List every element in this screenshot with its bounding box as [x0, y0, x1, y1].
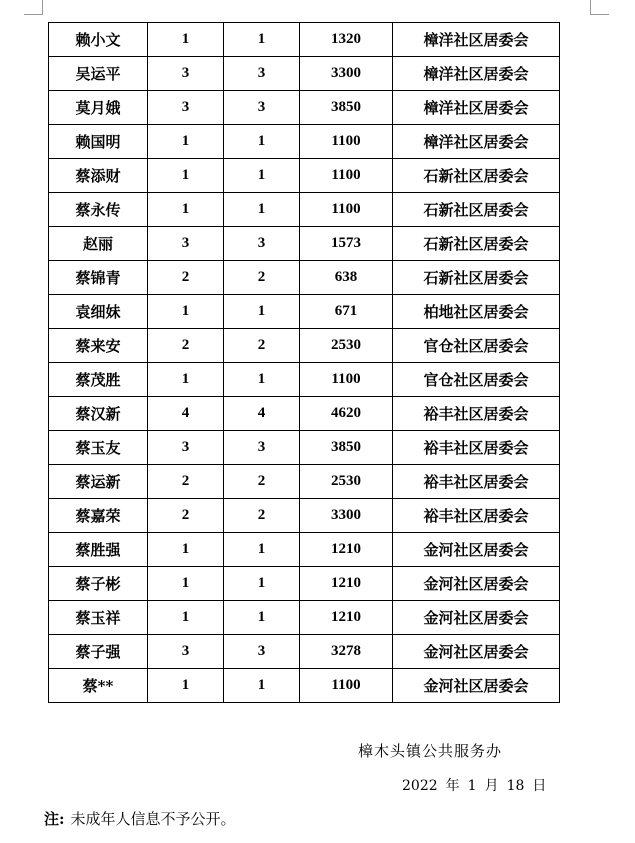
table-row	[49, 397, 560, 431]
cell-count-a: 3	[148, 635, 224, 669]
cell-count-a: 1	[148, 601, 224, 635]
cell-count-a: 2	[148, 261, 224, 295]
date-month: 1	[467, 778, 477, 794]
footnote	[44, 808, 236, 829]
cell-organization: 裕丰社区居委会	[393, 431, 560, 465]
cell-count-b: 2	[224, 499, 300, 533]
table-row	[49, 91, 560, 125]
cell-organization: 石新社区居委会	[393, 193, 560, 227]
cell-organization: 金河社区居委会	[393, 533, 560, 567]
cell-count-b: 4	[224, 397, 300, 431]
cell-count-b: 3	[224, 227, 300, 261]
cell-count-b: 3	[224, 635, 300, 669]
cell-name: 蔡永传	[49, 193, 148, 227]
table-row	[49, 159, 560, 193]
cell-count-a: 1	[148, 159, 224, 193]
cell-organization: 石新社区居委会	[393, 227, 560, 261]
cell-organization: 樟洋社区居委会	[393, 91, 560, 125]
cell-name: 蔡运新	[49, 465, 148, 499]
cell-amount: 3278	[300, 635, 393, 669]
table-row	[49, 567, 560, 601]
table-row	[49, 465, 560, 499]
table-row	[49, 431, 560, 465]
cell-count-b: 2	[224, 329, 300, 363]
cell-organization: 裕丰社区居委会	[393, 465, 560, 499]
table-row	[49, 499, 560, 533]
table-row	[49, 23, 560, 57]
cell-name: 蔡嘉荣	[49, 499, 148, 533]
cell-count-a: 2	[148, 465, 224, 499]
cell-amount: 1210	[300, 533, 393, 567]
cell-organization: 金河社区居委会	[393, 669, 560, 703]
cell-count-b: 1	[224, 159, 300, 193]
cell-amount: 3850	[300, 431, 393, 465]
cell-count-a: 1	[148, 363, 224, 397]
cell-name: 莫月娥	[49, 91, 148, 125]
cell-name: 吴运平	[49, 57, 148, 91]
cell-count-a: 1	[148, 295, 224, 329]
cell-name: 赖国明	[49, 125, 148, 159]
cell-count-b: 2	[224, 261, 300, 295]
cell-count-a: 1	[148, 533, 224, 567]
cell-count-a: 2	[148, 499, 224, 533]
table-row	[49, 601, 560, 635]
cell-amount: 1100	[300, 669, 393, 703]
margin-corner-mark-right	[590, 0, 609, 15]
cell-count-a: 3	[148, 57, 224, 91]
cell-amount: 1210	[300, 567, 393, 601]
cell-count-b: 3	[224, 91, 300, 125]
cell-amount: 1210	[300, 601, 393, 635]
issue-date	[398, 775, 550, 795]
cell-name: 蔡**	[49, 669, 148, 703]
cell-amount: 3300	[300, 499, 393, 533]
cell-count-b: 1	[224, 295, 300, 329]
cell-count-a: 1	[148, 567, 224, 601]
cell-name: 蔡子彬	[49, 567, 148, 601]
records-table-body	[49, 23, 560, 703]
cell-organization: 石新社区居委会	[393, 159, 560, 193]
cell-name: 蔡锦青	[49, 261, 148, 295]
table-row	[49, 227, 560, 261]
cell-amount: 1100	[300, 363, 393, 397]
date-year-unit: 年	[445, 778, 460, 794]
cell-amount: 1573	[300, 227, 393, 261]
cell-count-a: 1	[148, 193, 224, 227]
cell-name: 蔡玉祥	[49, 601, 148, 635]
cell-count-b: 1	[224, 193, 300, 227]
cell-organization: 樟洋社区居委会	[393, 57, 560, 91]
cell-name: 蔡来安	[49, 329, 148, 363]
cell-amount: 2530	[300, 329, 393, 363]
table-row	[49, 329, 560, 363]
table-row	[49, 261, 560, 295]
cell-organization: 官仓社区居委会	[393, 329, 560, 363]
cell-name: 赖小文	[49, 23, 148, 57]
cell-count-a: 3	[148, 227, 224, 261]
cell-organization: 柏地社区居委会	[393, 295, 560, 329]
cell-organization: 金河社区居委会	[393, 635, 560, 669]
cell-organization: 石新社区居委会	[393, 261, 560, 295]
cell-amount: 3850	[300, 91, 393, 125]
cell-count-b: 1	[224, 363, 300, 397]
records-table	[48, 22, 560, 703]
cell-amount: 638	[300, 261, 393, 295]
cell-amount: 1100	[300, 159, 393, 193]
cell-name: 蔡茂胜	[49, 363, 148, 397]
cell-name: 袁细妹	[49, 295, 148, 329]
cell-amount: 1320	[300, 23, 393, 57]
cell-name: 蔡子强	[49, 635, 148, 669]
cell-name: 蔡汉新	[49, 397, 148, 431]
cell-name: 赵丽	[49, 227, 148, 261]
table-row	[49, 363, 560, 397]
cell-count-a: 1	[148, 125, 224, 159]
footnote-label: 注:	[44, 810, 65, 828]
table-row	[49, 295, 560, 329]
cell-count-b: 1	[224, 567, 300, 601]
table-row	[49, 669, 560, 703]
cell-name: 蔡添财	[49, 159, 148, 193]
cell-count-a: 3	[148, 91, 224, 125]
margin-corner-mark-left	[24, 0, 43, 15]
cell-count-a: 4	[148, 397, 224, 431]
cell-amount: 671	[300, 295, 393, 329]
date-month-unit: 月	[484, 778, 499, 794]
cell-amount: 3300	[300, 57, 393, 91]
cell-count-b: 1	[224, 125, 300, 159]
cell-count-a: 2	[148, 329, 224, 363]
cell-count-b: 1	[224, 533, 300, 567]
table-row	[49, 533, 560, 567]
issuer-name: 樟木头镇公共服务办	[358, 742, 503, 760]
cell-amount: 1100	[300, 193, 393, 227]
cell-organization: 樟洋社区居委会	[393, 125, 560, 159]
cell-organization: 裕丰社区居委会	[393, 499, 560, 533]
cell-organization: 金河社区居委会	[393, 567, 560, 601]
cell-count-b: 3	[224, 57, 300, 91]
date-year: 2022	[402, 778, 438, 794]
table-row	[49, 125, 560, 159]
table-row	[49, 193, 560, 227]
cell-organization: 裕丰社区居委会	[393, 397, 560, 431]
cell-count-b: 1	[224, 601, 300, 635]
date-day-unit: 日	[532, 778, 547, 794]
cell-organization: 金河社区居委会	[393, 601, 560, 635]
cell-amount: 1100	[300, 125, 393, 159]
date-day: 18	[506, 778, 525, 794]
cell-organization: 樟洋社区居委会	[393, 23, 560, 57]
footnote-text: 未成年人信息不予公开。	[70, 810, 236, 828]
cell-name: 蔡胜强	[49, 533, 148, 567]
cell-amount: 4620	[300, 397, 393, 431]
table-row	[49, 635, 560, 669]
cell-count-a: 3	[148, 431, 224, 465]
cell-count-b: 1	[224, 23, 300, 57]
cell-count-a: 1	[148, 669, 224, 703]
cell-count-b: 3	[224, 431, 300, 465]
cell-amount: 2530	[300, 465, 393, 499]
cell-count-a: 1	[148, 23, 224, 57]
cell-count-b: 2	[224, 465, 300, 499]
table-row	[49, 57, 560, 91]
cell-count-b: 1	[224, 669, 300, 703]
cell-name: 蔡玉友	[49, 431, 148, 465]
cell-organization: 官仓社区居委会	[393, 363, 560, 397]
